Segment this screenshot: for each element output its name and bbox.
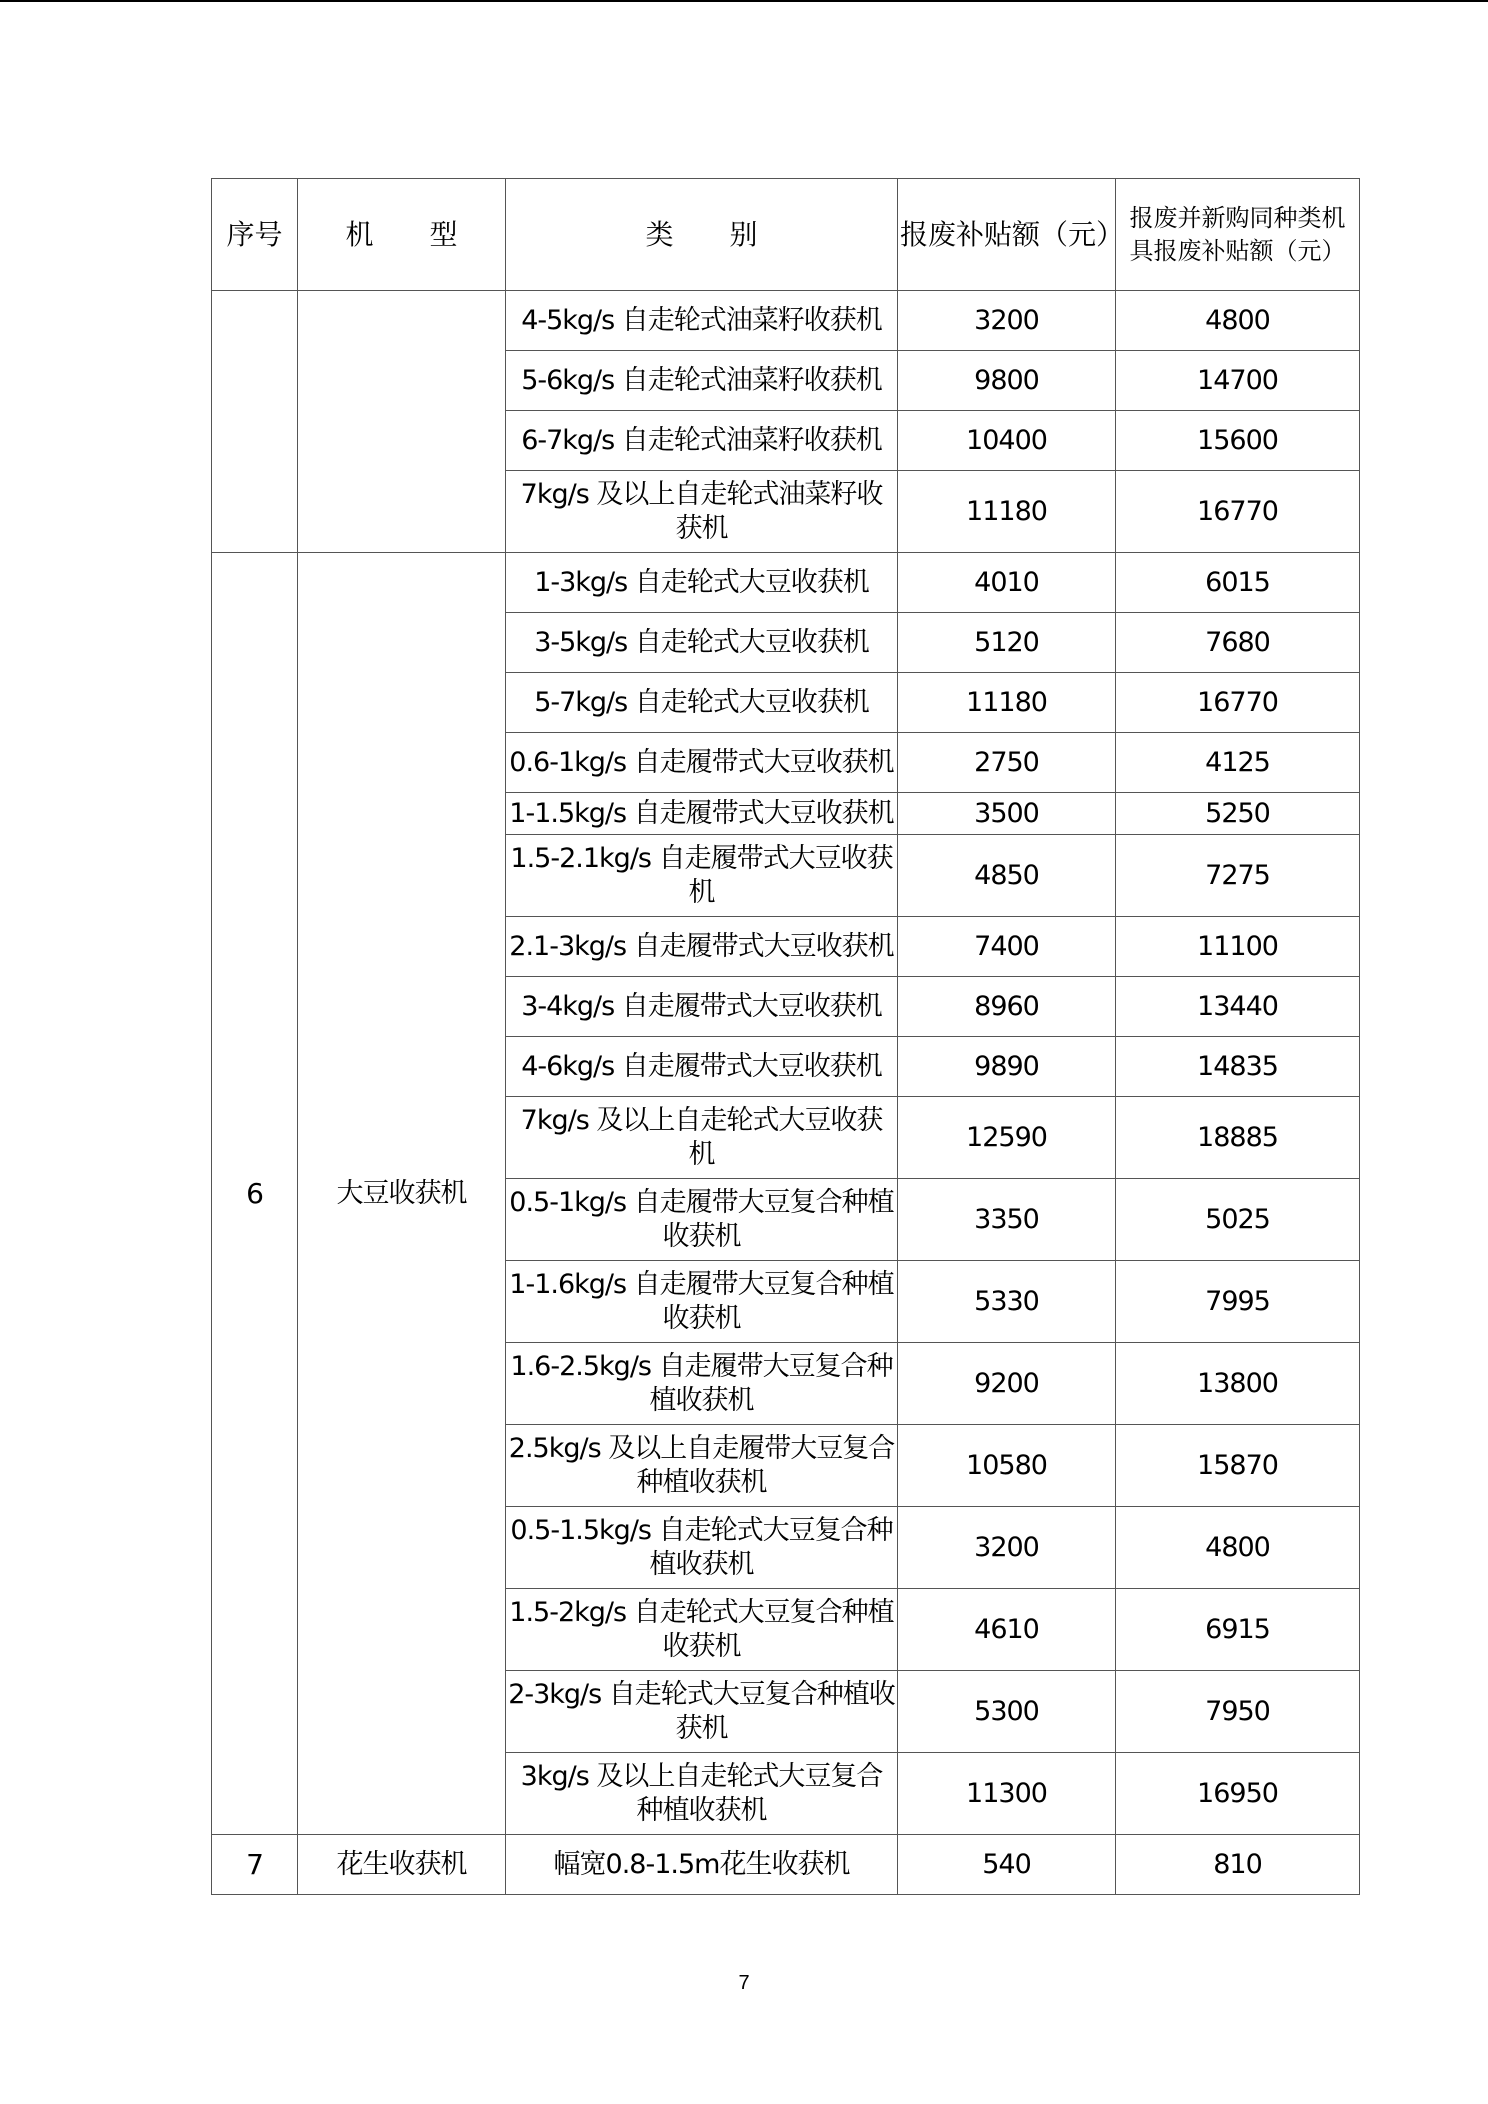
cell-category: 2-3kg/s 自走轮式大豆复合种植收获机: [506, 1671, 898, 1753]
cell-scrap-subsidy: 11180: [898, 673, 1116, 733]
cell-scrap-new-subsidy: 5250: [1116, 793, 1360, 835]
cell-category: 3-5kg/s 自走轮式大豆收获机: [506, 613, 898, 673]
cell-scrap-new-subsidy: 15870: [1116, 1425, 1360, 1507]
cell-scrap-new-subsidy: 16770: [1116, 673, 1360, 733]
table-row: [212, 1835, 1360, 1895]
cell-category: 1.5-2kg/s 自走轮式大豆复合种植收获机: [506, 1589, 898, 1671]
cell-scrap-subsidy: 3200: [898, 1507, 1116, 1589]
cell-category: 3-4kg/s 自走履带式大豆收获机: [506, 977, 898, 1037]
cell-seq: 6: [212, 553, 298, 1835]
cell-scrap-subsidy: 3500: [898, 793, 1116, 835]
page-number: 7: [738, 1972, 750, 1994]
cell-scrap-subsidy: 9890: [898, 1037, 1116, 1097]
cell-scrap-new-subsidy: 14700: [1116, 351, 1360, 411]
cell-seq: [212, 291, 298, 553]
header-seq: 序号: [212, 179, 298, 291]
cell-category: 2.5kg/s 及以上自走履带大豆复合种植收获机: [506, 1425, 898, 1507]
table-row: [212, 553, 1360, 613]
cell-category: 1.6-2.5kg/s 自走履带大豆复合种植收获机: [506, 1343, 898, 1425]
cell-category: 7kg/s 及以上自走轮式大豆收获机: [506, 1097, 898, 1179]
cell-model: 花生收获机: [298, 1835, 506, 1895]
cell-scrap-new-subsidy: 6015: [1116, 553, 1360, 613]
cell-scrap-subsidy: 11180: [898, 471, 1116, 553]
cell-scrap-new-subsidy: 4800: [1116, 291, 1360, 351]
cell-category: 5-7kg/s 自走轮式大豆收获机: [506, 673, 898, 733]
cell-scrap-subsidy: 7400: [898, 917, 1116, 977]
cell-scrap-subsidy: 10400: [898, 411, 1116, 471]
cell-category: 6-7kg/s 自走轮式油菜籽收获机: [506, 411, 898, 471]
cell-category: 3kg/s 及以上自走轮式大豆复合种植收获机: [506, 1753, 898, 1835]
cell-category: 5-6kg/s 自走轮式油菜籽收获机: [506, 351, 898, 411]
header-scrap-subsidy: 报废补贴额（元）: [898, 179, 1116, 291]
cell-scrap-subsidy: 11300: [898, 1753, 1116, 1835]
cell-scrap-new-subsidy: 7680: [1116, 613, 1360, 673]
cell-scrap-subsidy: 10580: [898, 1425, 1116, 1507]
cell-scrap-new-subsidy: 14835: [1116, 1037, 1360, 1097]
cell-scrap-new-subsidy: 18885: [1116, 1097, 1360, 1179]
table-body: [212, 291, 1360, 1895]
cell-category: 1-1.6kg/s 自走履带大豆复合种植收获机: [506, 1261, 898, 1343]
cell-scrap-new-subsidy: 7950: [1116, 1671, 1360, 1753]
cell-scrap-new-subsidy: 4125: [1116, 733, 1360, 793]
cell-model: 大豆收获机: [298, 553, 506, 1835]
cell-scrap-subsidy: 4010: [898, 553, 1116, 613]
cell-scrap-new-subsidy: 16770: [1116, 471, 1360, 553]
cell-scrap-subsidy: 5330: [898, 1261, 1116, 1343]
cell-scrap-new-subsidy: 4800: [1116, 1507, 1360, 1589]
cell-category: 0.5-1kg/s 自走履带大豆复合种植收获机: [506, 1179, 898, 1261]
cell-scrap-subsidy: 9200: [898, 1343, 1116, 1425]
cell-category: 1-3kg/s 自走轮式大豆收获机: [506, 553, 898, 613]
cell-scrap-new-subsidy: 6915: [1116, 1589, 1360, 1671]
header-model: 机 型: [298, 179, 506, 291]
cell-scrap-subsidy: 4850: [898, 835, 1116, 917]
cell-model: [298, 291, 506, 553]
table-row: [212, 291, 1360, 351]
cell-category: 0.5-1.5kg/s 自走轮式大豆复合种植收获机: [506, 1507, 898, 1589]
cell-scrap-new-subsidy: 7275: [1116, 835, 1360, 917]
cell-category: 0.6-1kg/s 自走履带式大豆收获机: [506, 733, 898, 793]
header-row: [212, 179, 1360, 291]
cell-scrap-subsidy: 4610: [898, 1589, 1116, 1671]
cell-scrap-new-subsidy: 13800: [1116, 1343, 1360, 1425]
cell-scrap-new-subsidy: 5025: [1116, 1179, 1360, 1261]
cell-scrap-new-subsidy: 13440: [1116, 977, 1360, 1037]
cell-scrap-new-subsidy: 16950: [1116, 1753, 1360, 1835]
cell-scrap-new-subsidy: 810: [1116, 1835, 1360, 1895]
cell-category: 幅宽0.8-1.5m花生收获机: [506, 1835, 898, 1895]
cell-scrap-subsidy: 540: [898, 1835, 1116, 1895]
header-category: 类 别: [506, 179, 898, 291]
cell-category: 1.5-2.1kg/s 自走履带式大豆收获机: [506, 835, 898, 917]
cell-scrap-subsidy: 5300: [898, 1671, 1116, 1753]
cell-scrap-new-subsidy: 7995: [1116, 1261, 1360, 1343]
cell-scrap-subsidy: 12590: [898, 1097, 1116, 1179]
cell-scrap-subsidy: 5120: [898, 613, 1116, 673]
cell-scrap-subsidy: 8960: [898, 977, 1116, 1037]
cell-scrap-new-subsidy: 15600: [1116, 411, 1360, 471]
cell-scrap-subsidy: 3200: [898, 291, 1116, 351]
cell-category: 2.1-3kg/s 自走履带式大豆收获机: [506, 917, 898, 977]
cell-scrap-subsidy: 2750: [898, 733, 1116, 793]
cell-scrap-new-subsidy: 11100: [1116, 917, 1360, 977]
cell-scrap-subsidy: 9800: [898, 351, 1116, 411]
cell-category: 7kg/s 及以上自走轮式油菜籽收获机: [506, 471, 898, 553]
cell-scrap-subsidy: 3350: [898, 1179, 1116, 1261]
cell-category: 4-6kg/s 自走履带式大豆收获机: [506, 1037, 898, 1097]
header-scrap-new-subsidy: 报废并新购同种类机具报废补贴额（元）: [1116, 179, 1360, 291]
cell-category: 4-5kg/s 自走轮式油菜籽收获机: [506, 291, 898, 351]
cell-seq: 7: [212, 1835, 298, 1895]
cell-category: 1-1.5kg/s 自走履带式大豆收获机: [506, 793, 898, 835]
top-border-line: [0, 0, 1488, 2]
subsidy-table: [211, 178, 1360, 1895]
